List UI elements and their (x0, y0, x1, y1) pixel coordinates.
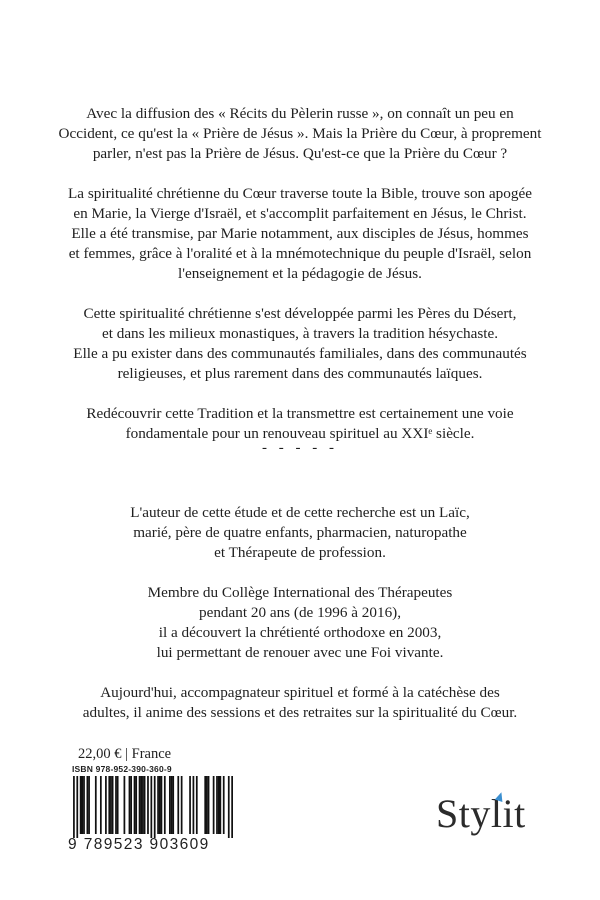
isbn-label: ISBN 978-952-390-360-9 (72, 764, 172, 774)
barcode-bar (140, 776, 142, 834)
author-line: Membre du Collège International des Thérapeutes (147, 584, 453, 601)
separator: - - - - - (262, 440, 338, 456)
barcode-bar (228, 776, 230, 838)
barcode-bar (83, 776, 85, 834)
barcode-bar (223, 776, 225, 834)
barcode-bar (157, 776, 159, 834)
barcode-bar (169, 776, 171, 834)
barcode-bar (117, 776, 119, 834)
barcode-bar (112, 776, 114, 834)
barcode-bar (124, 776, 126, 834)
author-line: il a découvert la chrétienté orthodoxe en 2003, (158, 624, 442, 641)
description-paragraph (0, 104, 600, 164)
description-line: l'enseignement et la pédagogie de Jésus. (178, 265, 422, 282)
barcode-bar (80, 776, 82, 834)
barcode-bar (206, 776, 208, 834)
barcode-bar (105, 776, 107, 834)
barcode-bar (177, 776, 179, 834)
description-line: Cette spiritualité chrétienne s'est développée parmi les Pères du Désert, (83, 305, 517, 322)
barcode-bar (171, 776, 173, 834)
description-line: religieuses, et plus rarement dans des communautés laïques. (117, 365, 483, 382)
author-line: pendant 20 ans (de 1996 à 2016), (198, 604, 402, 621)
barcode-bar (147, 776, 149, 834)
barcode-bar (144, 776, 146, 834)
barcode-bar (154, 776, 156, 838)
price-label: 22,00 € | France (78, 746, 172, 762)
author-bio-block (0, 503, 600, 743)
barcode-bar (216, 776, 218, 834)
barcode-bar (161, 776, 163, 834)
barcode-bar (129, 776, 131, 834)
author-line: L'auteur de cette étude et de cette recherche est un Laïc, (130, 504, 470, 521)
author-line: adultes, il anime des sessions et des retraites sur la spiritualité du Cœur. (82, 704, 518, 721)
barcode-bar (213, 776, 215, 834)
author-paragraph (0, 503, 600, 563)
barcode-bar (76, 776, 78, 838)
barcode-bar (196, 776, 198, 834)
barcode-bar (115, 776, 117, 834)
barcode-bar (150, 776, 152, 838)
description-line: Elle a été transmise, par Marie notamment, aux disciples de Jésus, hommes (71, 225, 529, 242)
description-line: en Marie, la Vierge d'Israël, et s'accomplit parfaitement en Jésus, le Christ. (73, 205, 527, 222)
description-block (0, 104, 600, 464)
barcode-bar (208, 776, 210, 834)
description-paragraph (0, 184, 600, 284)
isbn-barcode (68, 764, 238, 854)
barcode-bar (88, 776, 90, 834)
barcode-bar (219, 776, 221, 834)
barcode-bar (204, 776, 206, 834)
description-line: Occident, ce qu'est la « Prière de Jésus ». Mais la Prière du Cœur, à proprement (58, 125, 542, 142)
barcode-bar (164, 776, 166, 834)
author-line: marié, père de quatre enfants, pharmacien, naturopathe (133, 524, 467, 541)
author-paragraph (0, 583, 600, 663)
barcode-bar (81, 776, 83, 834)
description-paragraph (0, 404, 600, 444)
publisher-logo: Stylit (436, 791, 526, 836)
barcode-bar (142, 776, 144, 834)
barcode-bar (181, 776, 183, 834)
description-line: Avec la diffusion des « Récits du Pèlerin russe », on connaît un peu en (86, 105, 514, 122)
author-line: lui permettant de renouer avec une Foi vivante. (156, 644, 444, 661)
barcode-bar (159, 776, 161, 834)
description-line: Elle a pu exister dans des communautés familiales, dans des communautés (73, 345, 527, 362)
barcode-bars (68, 776, 238, 838)
description-line: Redécouvrir cette Tradition et la transmettre est certainement une voie (86, 405, 514, 422)
barcode-bar (172, 776, 174, 834)
barcode-bar (189, 776, 191, 834)
barcode-bar (87, 776, 89, 834)
barcode-bar (139, 776, 141, 834)
description-line: parler, n'est pas la Prière de Jésus. Qu'est-ce que la Prière du Cœur ? (92, 145, 508, 162)
barcode-bar (108, 776, 110, 834)
author-line: et Thérapeute de profession. (214, 544, 386, 561)
barcode-bar (73, 776, 75, 838)
description-paragraph (0, 304, 600, 384)
barcode-bar (135, 776, 137, 834)
description-line: La spiritualité chrétienne du Cœur traverse toute la Bible, trouve son apogée (68, 185, 532, 202)
barcode-bar (193, 776, 195, 834)
author-line: Aujourd'hui, accompagnateur spirituel et formé à la catéchèse des (100, 684, 500, 701)
barcode-bar (95, 776, 97, 834)
barcode-bar (231, 776, 233, 838)
barcode-bar (218, 776, 220, 834)
description-line: fondamentale pour un renouveau spirituel au XXIᵉ siècle. (125, 425, 475, 442)
barcode-bar (100, 776, 102, 834)
barcode-bar (110, 776, 112, 834)
author-paragraph (0, 683, 600, 723)
description-line: et femmes, grâce à l'oralité et à la mnémotechnique du peuple d'Israël, selon (68, 245, 532, 262)
barcode-bar (130, 776, 132, 834)
description-line: et dans les milieux monastiques, à travers la tradition hésychaste. (101, 325, 499, 342)
barcode-digits: 9 789523 903609 (68, 836, 210, 853)
barcode-bar (134, 776, 136, 834)
